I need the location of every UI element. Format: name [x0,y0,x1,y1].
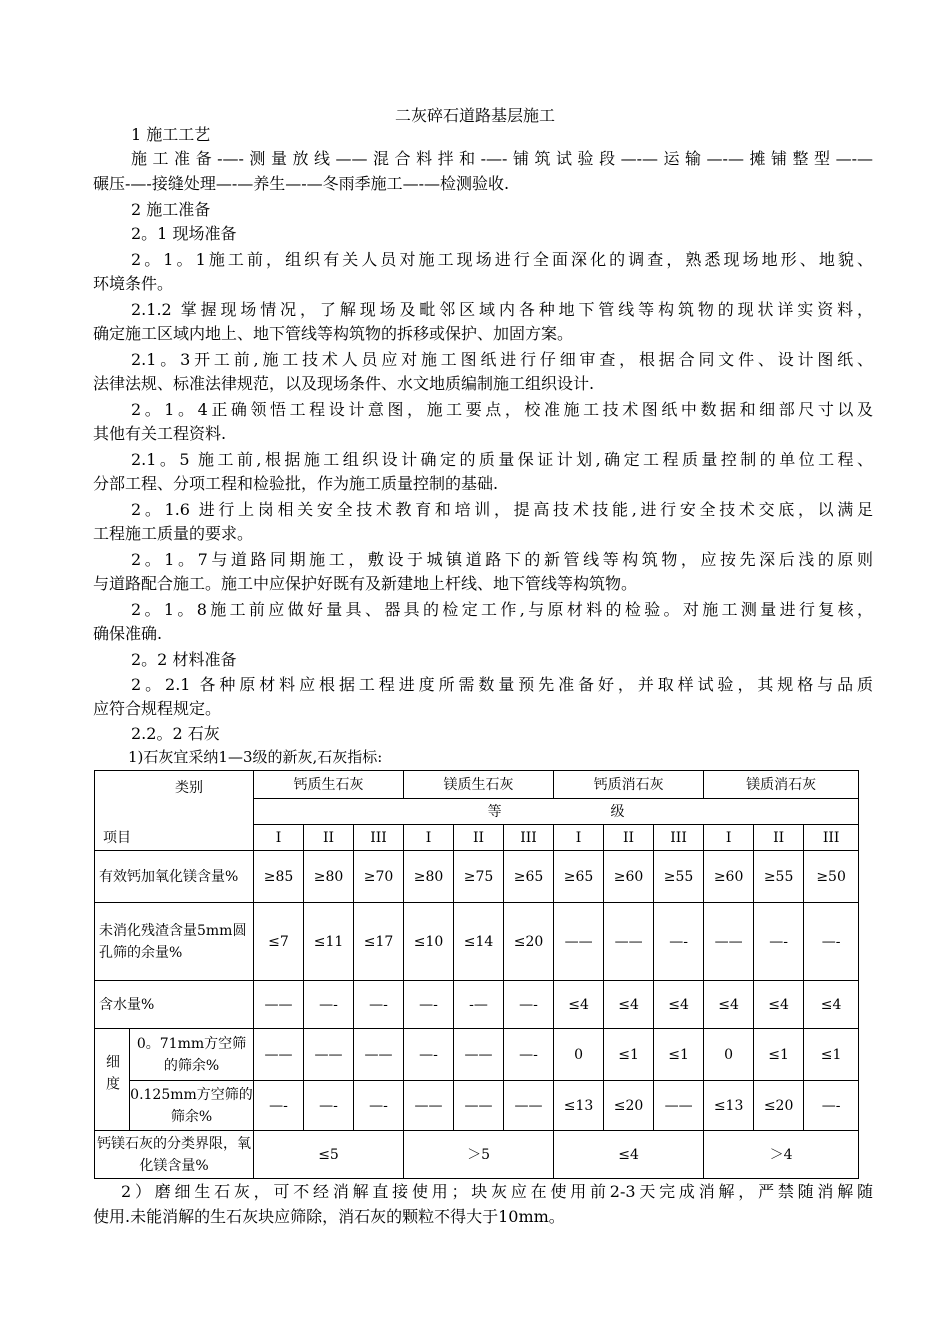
value-cell: —- [504,1029,554,1081]
value-cell: ≥80 [304,851,354,903]
fineness-label: 细度 [104,1054,120,1098]
value-cell: —— [704,903,754,981]
paragraph-line: 碾压-—-接缝处理—-—养生—-—冬雨季施工—-—检测验收. [93,174,510,193]
value-cell: ≤1 [754,1029,804,1081]
value-cell: -— [454,981,504,1029]
value-cell: ≥60 [704,851,754,903]
value-cell: ≤14 [454,903,504,981]
grade-header [254,799,859,825]
value-cell: ≤20 [754,1081,804,1131]
value-cell: —- [804,1081,859,1131]
value-cell: ≥50 [804,851,859,903]
value-cell: —— [254,981,304,1029]
value-cell: ≤4 [804,981,859,1029]
subsection-heading: 2。2 材料准备 [131,650,237,669]
grade-cell: II [754,825,804,851]
paragraph-line: 2.1。5 施工前,根据施工组织设计确定的质量保证计划,确定工程质量控制的单位工程、 [131,450,873,469]
value-cell: ≤5 [254,1131,404,1179]
value-cell: —- [304,1081,354,1131]
grade-cell: II [454,825,504,851]
value-cell: ≥65 [504,851,554,903]
value-cell: —- [804,903,859,981]
paragraph-line: 工程施工质量的要求。 [93,524,254,543]
fineness-label-cell [95,1029,130,1131]
row-label: 未消化残渣含量5mm圆孔筛的余量% [95,903,254,981]
paragraph-line: 确定施工区域内地上、地下管线等构筑物的拆移或保护、加固方案。 [93,324,574,343]
table-row [95,1131,859,1179]
grade-cell: III [354,825,404,851]
value-cell: 0 [554,1029,604,1081]
value-cell: —- [404,1029,454,1081]
value-cell: ≤1 [804,1029,859,1081]
value-cell: —- [754,903,804,981]
value-cell: —— [554,903,604,981]
value-cell: —- [654,903,704,981]
value-cell: ≤20 [504,903,554,981]
table-row [95,1029,859,1081]
value-cell: ＞5 [404,1131,554,1179]
paragraph-line: 环境条件。 [93,274,174,293]
group-header: 镁质消石灰 [704,771,859,799]
value-cell: ≤7 [254,903,304,981]
value-cell: —- [304,981,354,1029]
value-cell: ≥75 [454,851,504,903]
value-cell: ≥55 [654,851,704,903]
grade-label-1: 等 [487,803,502,820]
row-label: 有效钙加氧化镁含量% [95,851,254,903]
value-cell: —- [504,981,554,1029]
value-cell: —— [354,1029,404,1081]
header-category: 类别 [175,780,203,796]
value-cell: —— [604,903,654,981]
subsection-heading: 2。1 现场准备 [131,224,237,243]
paragraph-line: 2。1。4正确领悟工程设计意图，施工要点，校准施工技术图纸中数据和细部尺寸以及 [131,400,873,419]
paragraph-line: 2.1。3开工前,施工技术人员应对施工图纸进行仔细审查，根据合同文件、设计图纸、 [131,350,873,369]
paragraph-line: 分部工程、分项工程和检验批，作为施工质量控制的基础. [93,474,499,493]
value-cell: —— [454,1081,504,1131]
section-heading: 1 施工工艺 [131,125,211,144]
value-cell: —— [404,1081,454,1131]
paragraph-line: 2。2.1 各种原材料应根据工程进度所需数量预先准备好，并取样试验，其规格与品质 [131,675,873,694]
row-label: 钙镁石灰的分类界限，氧化镁含量% [95,1131,254,1179]
value-cell: —— [254,1029,304,1081]
group-header: 钙质消石灰 [554,771,704,799]
value-cell: —- [404,981,454,1029]
value-cell: ≤4 [654,981,704,1029]
value-cell: ≤13 [554,1081,604,1131]
document-title: 二灰碎石道路基层施工 [394,106,555,125]
grade-cell: I [254,825,304,851]
value-cell: ≥60 [604,851,654,903]
table-row [95,981,859,1029]
value-cell: ≤4 [554,1131,704,1179]
table-row [95,903,859,981]
value-cell: ≥55 [754,851,804,903]
value-cell: ≤20 [604,1081,654,1131]
row-label: 0。71mm方空筛的筛余% [130,1029,254,1081]
value-cell: ≤17 [354,903,404,981]
value-cell: ＞4 [704,1131,859,1179]
paragraph-line: 2。1。8施工前应做好量具、器具的检定工作,与原材料的检验。对施工测量进行复核， [131,600,873,619]
value-cell: ≥80 [404,851,454,903]
table-row [95,1081,859,1131]
lime-spec-table [94,770,859,1179]
grade-cell: III [654,825,704,851]
grade-cell: I [704,825,754,851]
table-row [95,851,859,903]
paragraph-line: 2）磨细生石灰，可不经消解直接使用；块灰应在使用前2-3天完成消解，严禁随消解随 [121,1182,873,1201]
paragraph-line: 施工准备-—-测量放线——混合料拌和-—-铺筑试验段—-—运输—-—摊铺整型—-— [131,149,873,168]
table-caption: 1)石灰宜采纳1—3级的新灰,石灰指标: [128,748,383,766]
value-cell: ≥85 [254,851,304,903]
grade-cell: III [804,825,859,851]
value-cell: 0 [704,1029,754,1081]
value-cell: ≤4 [704,981,754,1029]
grade-cell: II [604,825,654,851]
value-cell: ≤4 [554,981,604,1029]
group-header: 镁质生石灰 [404,771,554,799]
header-item: 项目 [103,830,131,846]
value-cell: —- [254,1081,304,1131]
value-cell: ≤1 [604,1029,654,1081]
group-header: 钙质生石灰 [254,771,404,799]
section-heading: 2 施工准备 [131,200,211,219]
grade-cell: III [504,825,554,851]
grade-cell: II [304,825,354,851]
value-cell: ≥70 [354,851,404,903]
paragraph-line: 法律法规、标准法律规范，以及现场条件、水文地质编制施工组织设计. [93,374,595,393]
table-corner-header [95,771,254,851]
paragraph-line: 应符合规程规定。 [93,699,222,718]
value-cell: ≤10 [404,903,454,981]
paragraph-line: 2。1。1施工前，组织有关人员对施工现场进行全面深化的调查，熟悉现场地形、地貌、 [131,250,873,269]
row-label: 0.125mm方空筛的筛余% [130,1081,254,1131]
value-cell: —- [354,1081,404,1131]
value-cell: ≤11 [304,903,354,981]
value-cell: —— [654,1081,704,1131]
value-cell: —— [454,1029,504,1081]
grade-label-2: 级 [610,803,625,820]
value-cell: ≤4 [754,981,804,1029]
paragraph-line: 与道路配合施工。施工中应保护好既有及新建地上杆线、地下管线等构筑物。 [93,574,638,593]
value-cell: ≥65 [554,851,604,903]
paragraph-line: 使用.未能消解的生石灰块应筛除，消石灰的颗粒不得大于10mm。 [93,1207,565,1226]
row-label: 含水量% [95,981,254,1029]
value-cell: ≤1 [654,1029,704,1081]
paragraph-line: 2。1.6 进行上岗相关安全技术教育和培训，提高技术技能,进行安全技术交底，以满足 [131,500,873,519]
paragraph-line: 确保准确. [93,624,163,643]
paragraph-line: 其他有关工程资料. [93,424,227,443]
grade-cell: I [404,825,454,851]
paragraph-line: 2。1。7与道路同期施工，敷设于城镇道路下的新管线等构筑物，应按先深后浅的原则 [131,550,873,569]
value-cell: ≤13 [704,1081,754,1131]
value-cell: —— [304,1029,354,1081]
paragraph-line: 2.1.2 掌握现场情况，了解现场及毗邻区域内各种地下管线等构筑物的现状详实资料， [131,300,873,319]
subsection-heading: 2.2。2 石灰 [131,724,220,743]
value-cell: —- [354,981,404,1029]
value-cell: —— [504,1081,554,1131]
grade-cell: I [554,825,604,851]
value-cell: ≤4 [604,981,654,1029]
